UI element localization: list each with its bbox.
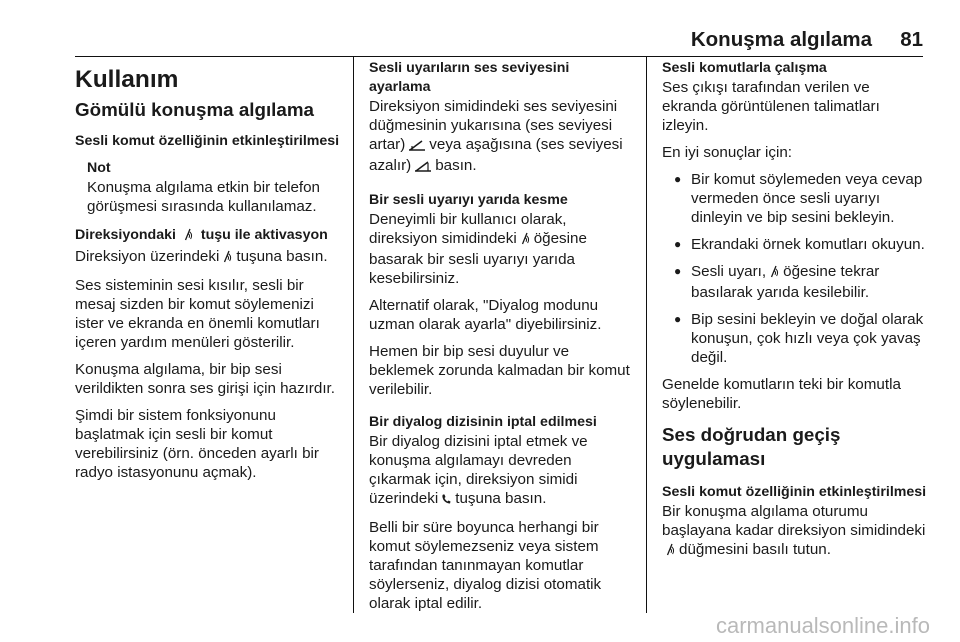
column-divider bbox=[646, 57, 647, 613]
paragraph: Ses sisteminin sesi kısılır, sesli bir mesaj sizden bir komut söylemenizi ister ve ekranda en önemli komutları içeren yardım menüleri gösterilir. bbox=[75, 277, 320, 351]
voice-command-icon bbox=[222, 249, 233, 268]
subsection-heading: Ses doğrudan geçiş uygulaması bbox=[662, 424, 841, 469]
watermark: carmanualsonline.info bbox=[715, 613, 930, 638]
paragraph: Direksiyon simidindeki ses seviyesini düğmesinin yukarısına (ses seviyesi artar) veya aşağısına (ses seviyesi azalır) basın. bbox=[369, 97, 634, 177]
column-1 bbox=[75, 59, 340, 490]
paragraph: En iyi sonuçlar için: bbox=[662, 144, 792, 161]
list-item: ● Bip sesini bekleyin ve doğal olarak konuşun, çok hızlı veya çok yavaş değil. bbox=[662, 310, 927, 367]
voice-command-icon bbox=[665, 542, 676, 561]
list-item: ● Bir komut söylemeden veya cevap vermeden önce sesli uyarıyı dinleyin ve bip sesini bekleyin. bbox=[662, 170, 927, 227]
paragraph: Direksiyon üzerindeki tuşuna basın. bbox=[75, 247, 340, 268]
heading-part: Direksiyondaki bbox=[75, 227, 176, 243]
paragraph: Konuşma algılama, bir bip sesi verildikten sonra ses girişi için hazırdır. bbox=[75, 361, 335, 397]
voice-command-icon bbox=[520, 231, 531, 250]
subsection-heading: Gömülü konuşma algılama bbox=[75, 99, 314, 120]
topic-heading: Sesli komut özelliğinin etkinleştirilmesi bbox=[662, 484, 927, 500]
section-heading: Kullanım bbox=[75, 66, 179, 93]
page-number: 81 bbox=[900, 28, 923, 51]
column-divider bbox=[353, 57, 354, 613]
column-3 bbox=[662, 59, 927, 569]
topic-heading: Bir sesli uyarıyı yarıda kesme bbox=[369, 192, 568, 208]
paragraph: Şimdi bir sistem fonksiyonunu başlatmak için sesli bir komut verebilirsiniz (örn. önceden ayarlı bir radyo istasyonunu açmak). bbox=[75, 407, 319, 481]
topic-heading: Sesli komutlarla çalışma bbox=[662, 60, 827, 76]
topic-heading: Bir diyalog dizisinin iptal edilmesi bbox=[369, 414, 597, 430]
paragraph: Deneyimli bir kullanıcı olarak, direksiyon simidindeki öğesine basarak bir sesli uyarıyı yarıda kesebilirsiniz. bbox=[369, 211, 587, 287]
paragraph: Hemen bir bip sesi duyulur ve beklemek zorunda kalmadan bir komut verilebilir. bbox=[369, 343, 630, 398]
volume-down-icon bbox=[414, 158, 432, 177]
page-title: Konuşma algılama bbox=[690, 28, 872, 51]
paragraph: Bir konuşma algılama oturumu başlayana kadar direksiyon simidindekidüğmesini basılı tutun. bbox=[662, 502, 927, 561]
paragraph: Belli bir süre boyunca herhangi bir komut söylemezseniz veya sistem tarafından tanınmayan komutlar söylerseniz, diyalog dizisi otomatik olarak iptal edilir. bbox=[369, 519, 602, 612]
voice-command-icon bbox=[769, 264, 780, 283]
voice-command-icon bbox=[183, 228, 194, 247]
topic-heading bbox=[75, 226, 340, 247]
paragraph: Bir diyalog dizisini iptal etmek ve konuşma algılamayı devreden çıkarmak için, direksiyon simidi üzerindeki tuşuna basın. bbox=[369, 432, 634, 510]
column-2 bbox=[369, 59, 634, 621]
phone-hangup-icon bbox=[441, 491, 452, 510]
tips-list bbox=[662, 170, 927, 367]
header-rule bbox=[75, 56, 923, 57]
heading-part: tuşu ile aktivasyon bbox=[200, 227, 328, 243]
note-title: Not bbox=[87, 160, 111, 176]
paragraph: Alternatif olarak, "Diyalog modunu uzman olarak ayarla" diyebilirsiniz. bbox=[369, 297, 602, 333]
note-text: Konuşma algılama etkin bir telefon görüşmesi sırasında kullanılamaz. bbox=[87, 179, 321, 215]
list-item: ● Ekrandaki örnek komutları okuyun. bbox=[662, 235, 927, 254]
topic-heading: Sesli komut özelliğinin etkinleştirilmesi bbox=[75, 133, 340, 149]
note-box bbox=[87, 159, 340, 216]
paragraph: Genelde komutların teki bir komutla söylenebilir. bbox=[662, 376, 901, 412]
topic-heading: Sesli uyarıların ses seviyesini ayarlama bbox=[369, 60, 570, 95]
paragraph: Ses çıkışı tarafından verilen ve ekranda görüntülenen talimatları izleyin. bbox=[662, 79, 880, 134]
list-item: ● Sesli uyarı, öğesine tekrar basılarak yarıda kesilebilir. bbox=[662, 262, 927, 302]
volume-up-icon bbox=[408, 137, 426, 156]
